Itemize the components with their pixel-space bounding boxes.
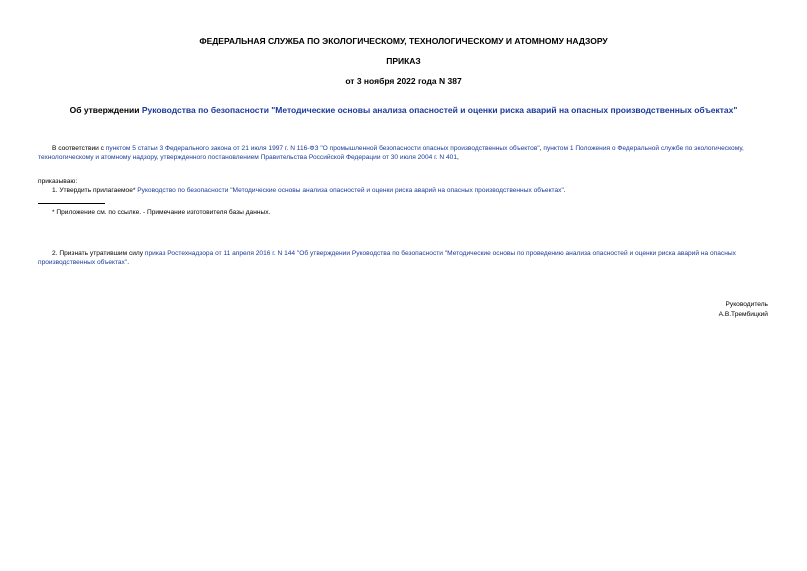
preamble-text-3: , bbox=[457, 153, 459, 161]
item2-text-2: . bbox=[127, 258, 130, 266]
federal-law-link[interactable]: пунктом 5 статьи 3 Федерального закона от 21 июля 1997 г. N 116-ФЗ "О промышленной безопасности опасных производственных объектов" bbox=[105, 145, 540, 152]
document-type: ПРИКАЗ bbox=[386, 56, 421, 66]
signatory-role: Руководитель bbox=[725, 301, 768, 308]
signatory-name: А.В.Трембицкий bbox=[718, 311, 768, 319]
order-date: от 3 ноября 2022 года N 387 bbox=[345, 76, 462, 86]
order-item-2 bbox=[38, 250, 768, 268]
item2-text-1: 2. Признать утратившим силу bbox=[52, 250, 145, 257]
title-guide-link[interactable]: Руководства по безопасности "Методические основы анализа опасностей и оценки риска аварий на опасных производственных объектах" bbox=[141, 105, 738, 115]
regulation-link[interactable]: пунктом 1 Положения о Федеральной службе по экологическому, технологическому и атомному надзору, утвержденного постановлением Правительства Российской Федерации от 30 июля 2004 г. N 401 bbox=[38, 145, 744, 161]
preamble-text-1: В соответствии с bbox=[52, 145, 106, 152]
approved-guide-link[interactable]: Руководство по безопасности "Методические основы анализа опасностей и оценки риска аварий на опасных производственных объектах" bbox=[137, 187, 564, 194]
order-item-1 bbox=[38, 187, 768, 196]
document-title bbox=[0, 105, 807, 116]
repealed-order-link[interactable]: приказ Ростехнадзора от 11 апреля 2016 г. N 144 "Об утверждении Руководства по безопасности "Методические основы по проведению анализа опасностей и оценки риска аварий на опасных производственных объектах" bbox=[38, 250, 736, 266]
preamble-paragraph bbox=[38, 145, 768, 163]
agency-name: ФЕДЕРАЛЬНАЯ СЛУЖБА ПО ЭКОЛОГИЧЕСКОМУ, ТЕХНОЛОГИЧЕСКОМУ И АТОМНОМУ НАДЗОРУ bbox=[199, 36, 608, 46]
item1-text-1: 1. Утвердить прилагаемое* bbox=[52, 187, 138, 194]
footnote-divider bbox=[38, 203, 105, 204]
footnote: * Приложение см. по ссылке. - Примечание изготовителя базы данных. bbox=[52, 209, 271, 216]
order-word: приказываю: bbox=[38, 178, 78, 185]
preamble-text-2: , bbox=[539, 145, 544, 152]
item1-text-2: . bbox=[563, 187, 566, 194]
title-prefix: Об утверждении bbox=[69, 105, 142, 115]
signature-block bbox=[719, 300, 768, 320]
